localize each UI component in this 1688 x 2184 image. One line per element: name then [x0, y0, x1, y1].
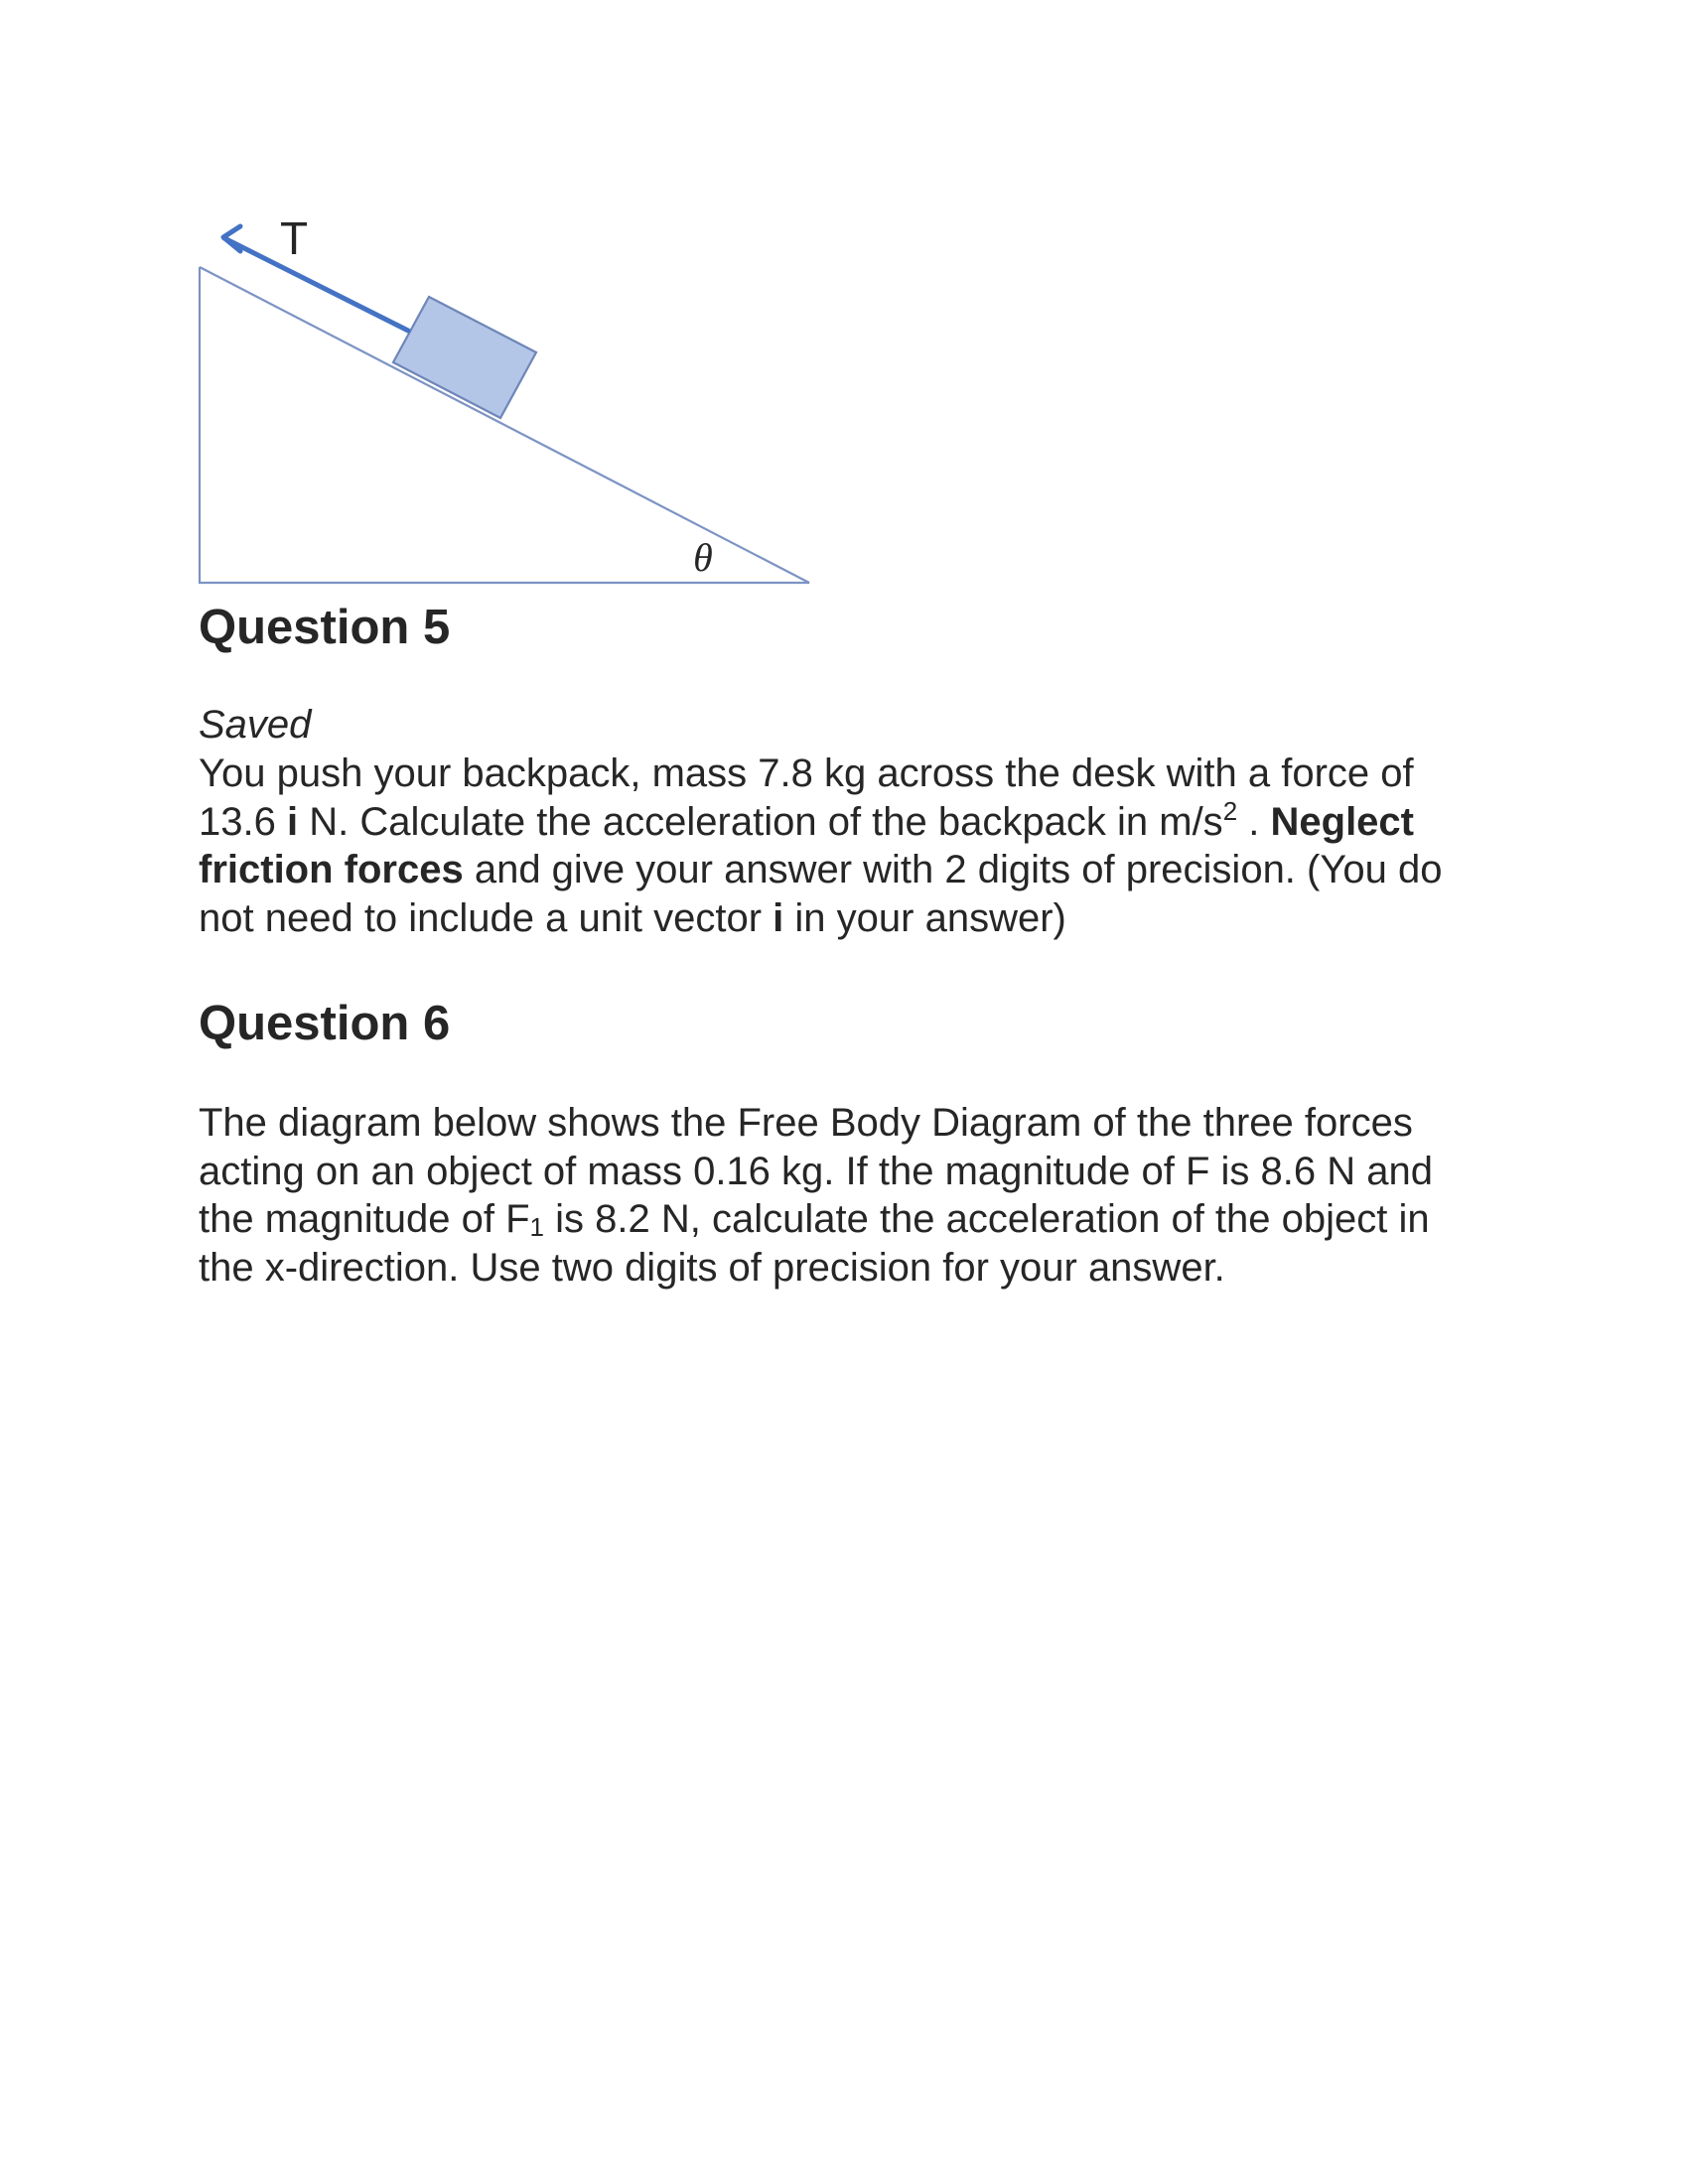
q5-text-part: and give your answer with 2 digits of precision. (You do not need to include a unit vector — [199, 848, 1443, 940]
angle-label: θ — [693, 535, 713, 580]
tension-label: T — [279, 212, 309, 264]
q5-text-part: N. Calculate the acceleration of the backpack in m/s — [298, 799, 1223, 844]
superscript-2: 2 — [1222, 795, 1238, 826]
q5-text-part: You push your backpack, mass 7.8 kg across the desk with a force of 13.6 — [199, 751, 1414, 844]
tension-arrow-head — [223, 226, 240, 251]
saved-status: Saved — [199, 703, 312, 747]
unit-vector-i: i — [286, 799, 299, 844]
block — [393, 297, 536, 418]
q5-text-part: in your answer) — [783, 895, 1066, 940]
q6-text-part: is 8.2 N, calculate the acceleration of the object in the x-direction. Use two digits of precision for your answer. — [199, 1197, 1430, 1290]
subscript-1: 1 — [529, 1212, 545, 1242]
question-6-text — [199, 1099, 1489, 1292]
unit-vector-i: i — [773, 895, 784, 940]
q5-text-part: . — [1237, 799, 1271, 844]
neglect-friction-emphasis: Neglect friction forces — [199, 799, 1414, 891]
q6-text-part: The diagram below shows the Free Body Diagram of the three forces acting on an object of mass 0.16 kg. If the magnitude of F is 8.6 N and the magnitude of F — [199, 1101, 1433, 1241]
question-6-heading: Question 6 — [199, 997, 451, 1050]
question-5-text — [199, 750, 1489, 942]
question-5-heading: Question 5 — [199, 601, 451, 654]
tension-arrow — [224, 238, 408, 331]
inclined-plane-diagram — [189, 208, 824, 596]
incline-triangle — [200, 267, 809, 583]
